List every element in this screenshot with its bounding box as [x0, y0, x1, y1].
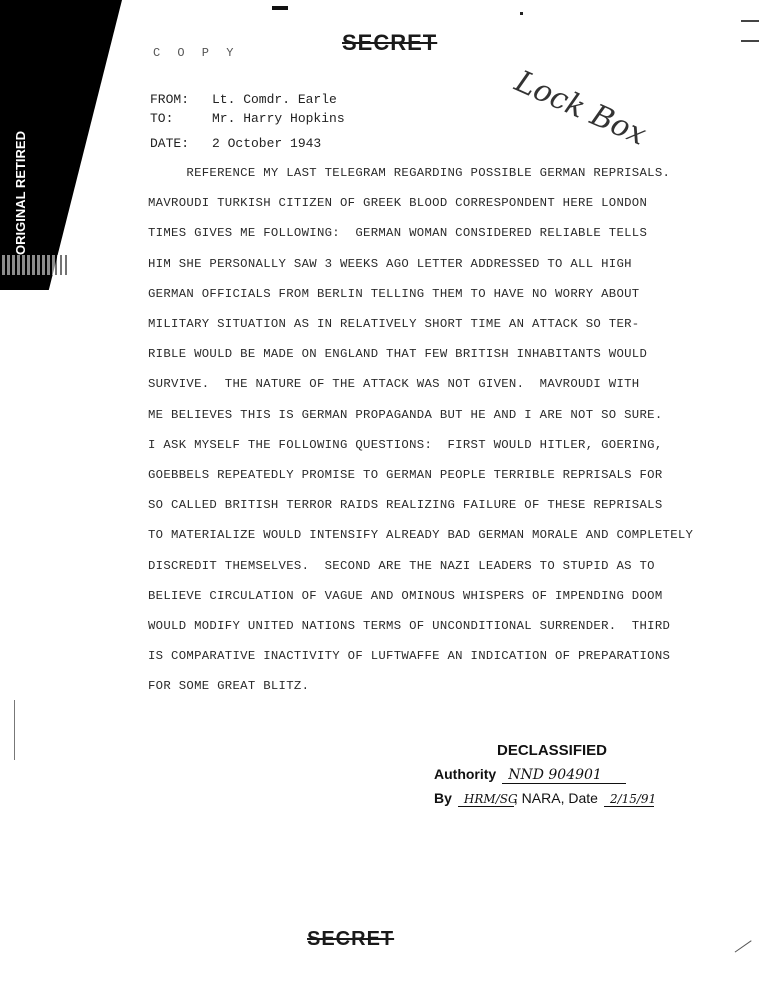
- memo-header: [150, 90, 345, 128]
- date-row: [150, 136, 321, 151]
- to-value: Mr. Harry Hopkins: [212, 111, 345, 126]
- scan-edge-speckle: [0, 255, 70, 275]
- margin-marks: [741, 20, 759, 60]
- scan-mark: [272, 6, 288, 10]
- body-line: SURVIVE. THE NATURE OF THE ATTACK WAS NOT GIVEN. MAVROUDI WITH: [148, 377, 640, 392]
- body-line: SO CALLED BRITISH TERROR RAIDS REALIZING FAILURE OF THESE REPRISALS: [148, 498, 663, 513]
- body-line: IS COMPARATIVE INACTIVITY OF LUFTWAFFE AN INDICATION OF PREPARATIONS: [148, 649, 671, 664]
- body-line: MAVROUDI TURKISH CITIZEN OF GREEK BLOOD CORRESPONDENT HERE LONDON: [148, 196, 648, 211]
- from-row: [150, 90, 345, 109]
- from-label: FROM:: [150, 92, 190, 107]
- body-line: WOULD MODIFY UNITED NATIONS TERMS OF UNCONDITIONAL SURRENDER. THIRD: [148, 619, 671, 634]
- copy-label: C O P Y: [153, 46, 239, 60]
- nara-label: , NARA, Date: [513, 790, 598, 806]
- declassified-title: DECLASSIFIED: [497, 742, 608, 759]
- classification-bottom: SECRET: [307, 928, 395, 950]
- body-line: I ASK MYSELF THE FOLLOWING QUESTIONS: FIRST WOULD HITLER, GOERING,: [148, 437, 663, 452]
- body-line: GERMAN OFFICIALS FROM BERLIN TELLING THEM TO HAVE NO WORRY ABOUT: [148, 286, 640, 301]
- body-line: REFERENCE MY LAST TELEGRAM REGARDING POSSIBLE GERMAN REPRISALS.: [148, 166, 671, 180]
- to-label: TO:: [150, 111, 174, 126]
- margin-rule: [14, 700, 15, 760]
- body-line: HIM SHE PERSONALLY SAW 3 WEEKS AGO LETTER ADDRESSED TO ALL HIGH: [148, 256, 632, 271]
- body-line: TO MATERIALIZE WOULD INTENSIFY ALREADY BAD GERMAN MORALE AND COMPLETELY: [148, 528, 694, 543]
- body-line: GOEBBELS REPEATEDLY PROMISE TO GERMAN PEOPLE TERRIBLE REPRISALS FOR: [148, 468, 663, 483]
- body-line: RIBLE WOULD BE MADE ON ENGLAND THAT FEW BRITISH INHABITANTS WOULD: [148, 347, 648, 362]
- message-body: [148, 158, 738, 702]
- date-label: DATE:: [150, 136, 190, 151]
- by-label: By: [434, 790, 452, 806]
- authority-value: NND 904901: [502, 767, 626, 784]
- date-value: 2 October 1943: [212, 136, 322, 151]
- to-row: [150, 109, 345, 128]
- by-row: [434, 790, 657, 807]
- from-value: Lt. Comdr. Earle: [212, 92, 337, 107]
- original-retired-stamp: ORIGINAL RETIRED: [13, 131, 28, 255]
- authority-label: Authority: [434, 766, 497, 782]
- handwritten-note: Lock Box: [509, 64, 652, 153]
- authority-row: [434, 766, 626, 784]
- body-line: FOR SOME GREAT BLITZ.: [148, 679, 310, 694]
- classification-top: SECRET: [342, 30, 438, 55]
- by-value: HRM/SG: [458, 792, 514, 807]
- corner-scribble: [735, 940, 758, 960]
- body-line: ME BELIEVES THIS IS GERMAN PROPAGANDA BUT HE AND I ARE NOT SO SURE.: [148, 407, 663, 422]
- scan-dot: [520, 12, 523, 15]
- body-line: BELIEVE CIRCULATION OF VAGUE AND OMINOUS WHISPERS OF IMPENDING DOOM: [148, 588, 663, 603]
- body-line: TIMES GIVES ME FOLLOWING: GERMAN WOMAN CONSIDERED RELIABLE TELLS: [148, 226, 648, 241]
- body-line: DISCREDIT THEMSELVES. SECOND ARE THE NAZI LEADERS TO STUPID AS TO: [148, 558, 655, 573]
- declass-date-value: 2/15/91: [604, 792, 654, 807]
- body-line: MILITARY SITUATION AS IN RELATIVELY SHORT TIME AN ATTACK SO TER-: [148, 317, 640, 332]
